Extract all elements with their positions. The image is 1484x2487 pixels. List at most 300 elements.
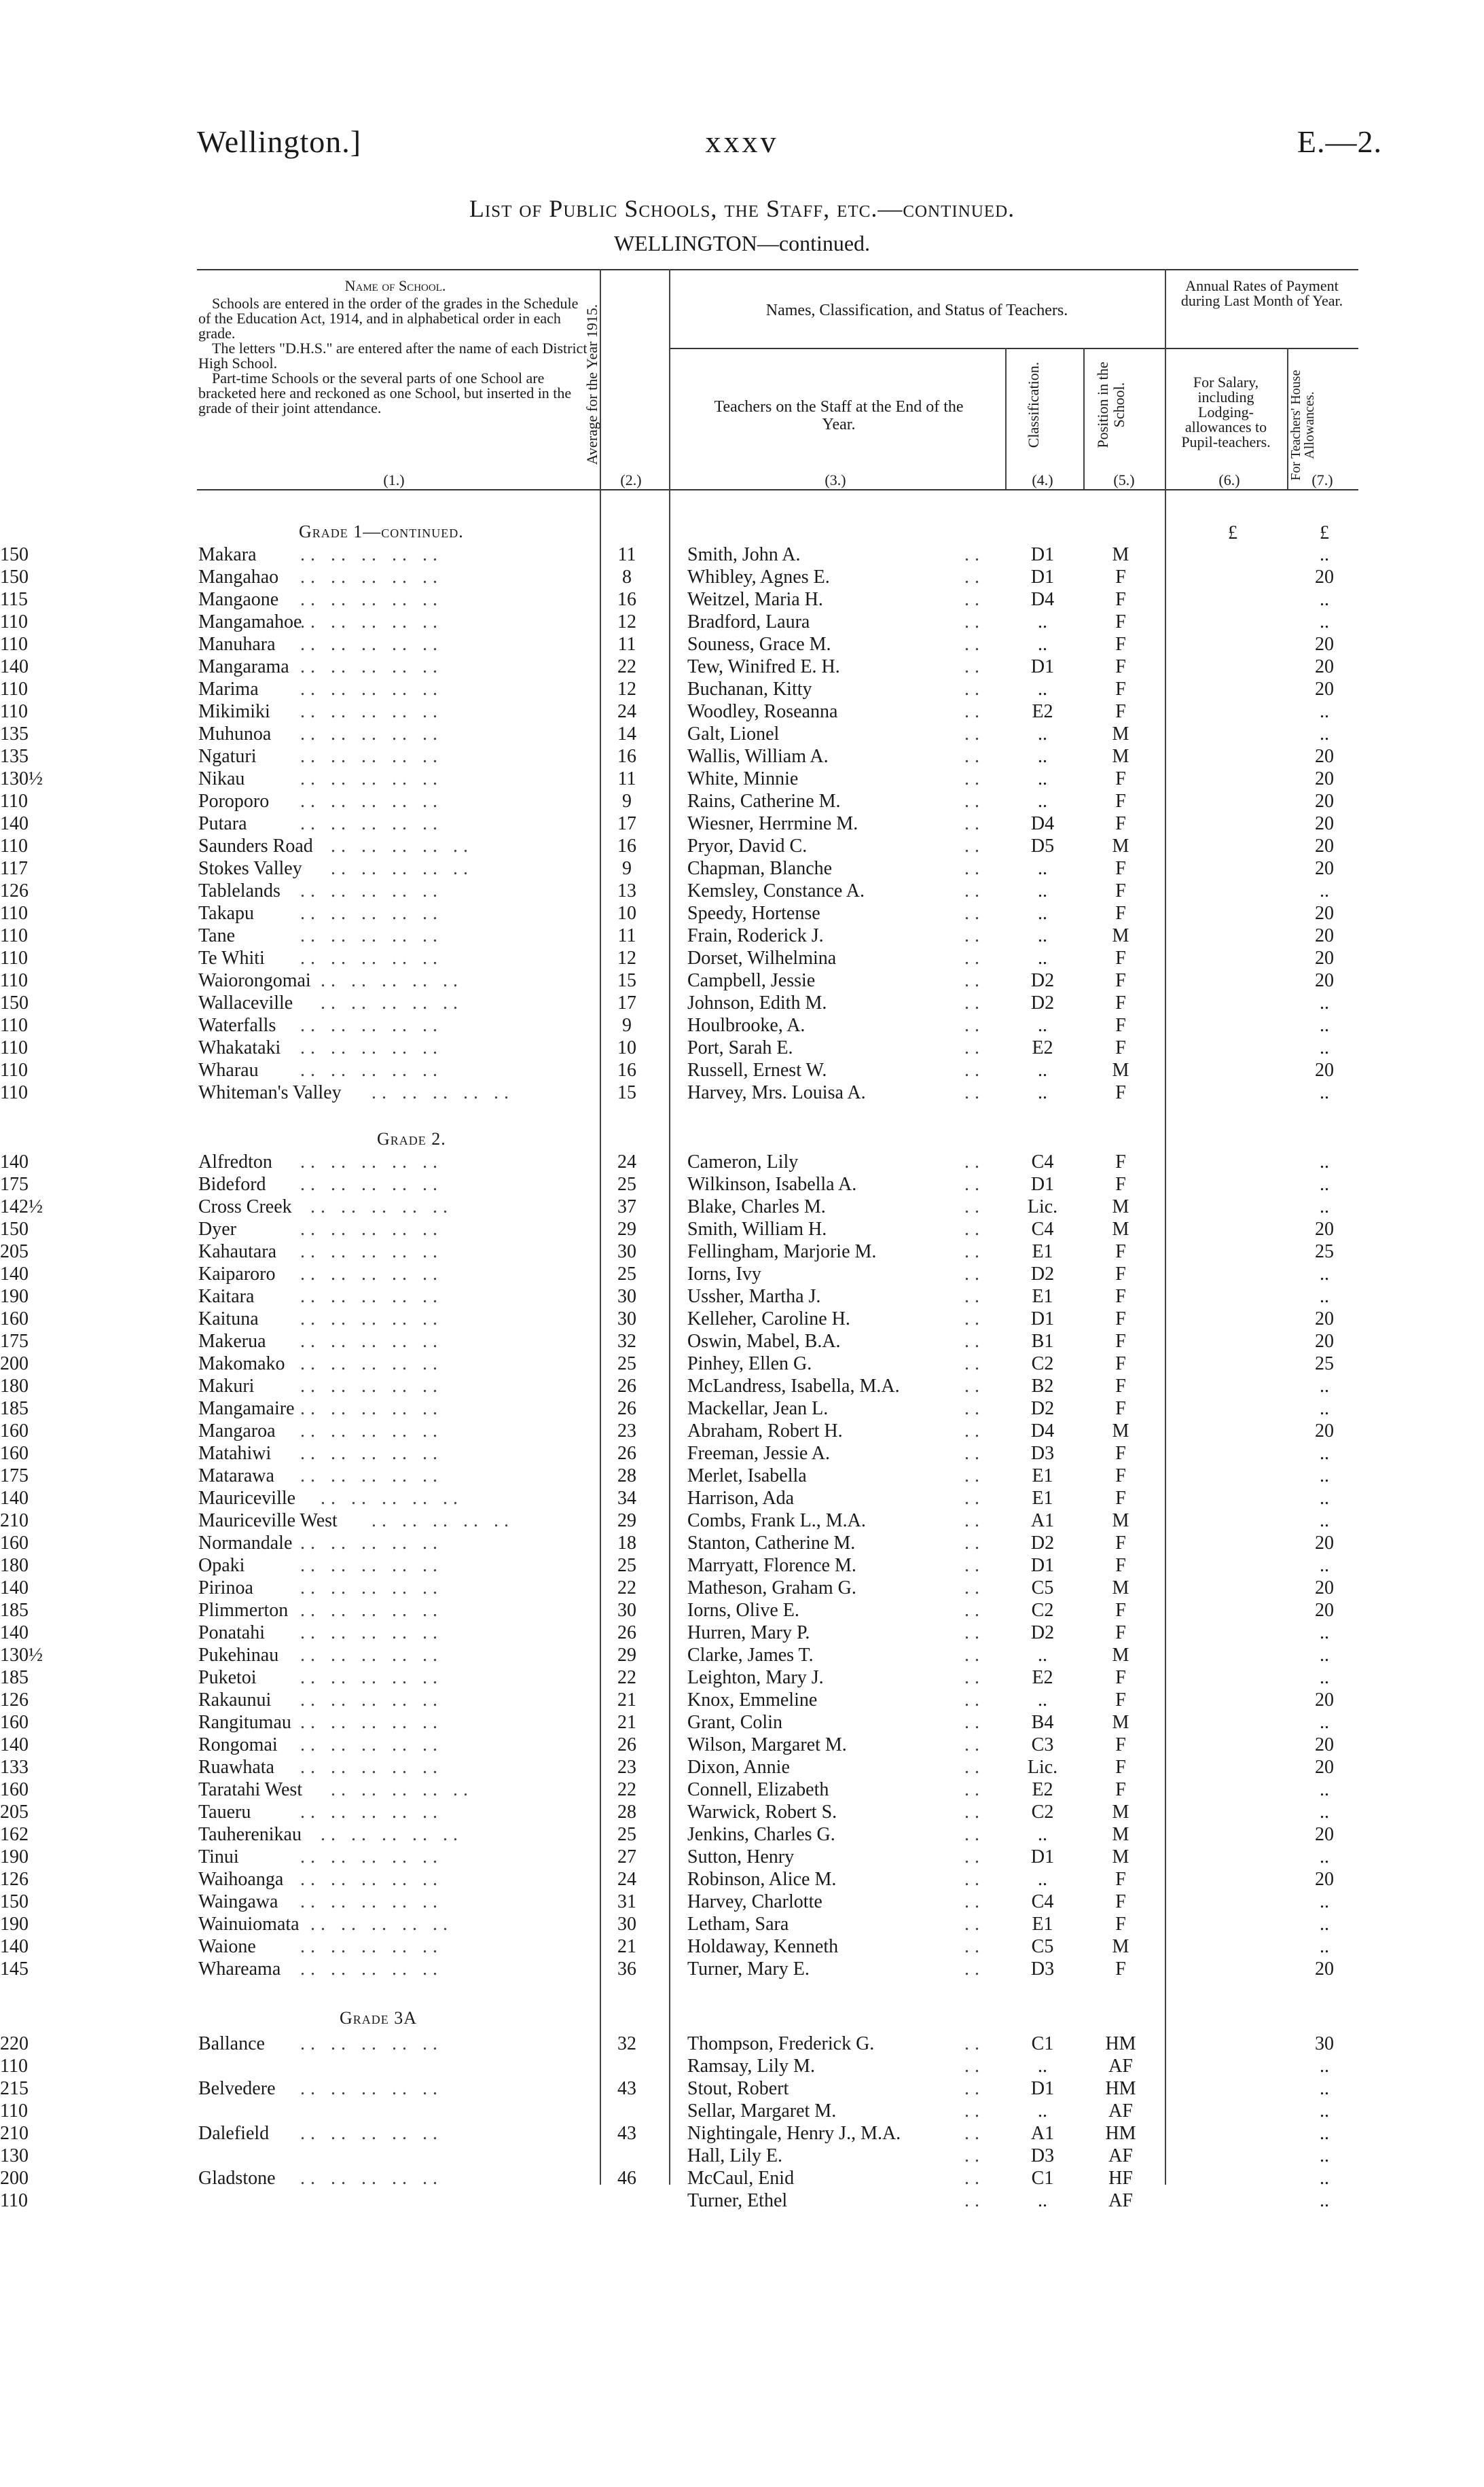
leader-dots: .. xyxy=(964,1914,985,1935)
leader-dots: .. xyxy=(964,1488,985,1509)
classification: C3 xyxy=(1031,1734,1054,1755)
school-name: Waione xyxy=(198,1936,256,1957)
teacher-name: Fellingham, Marjorie M. xyxy=(687,1241,877,1262)
position: M xyxy=(1112,1196,1129,1217)
average-attendance: 15 xyxy=(617,970,636,991)
position: M xyxy=(1112,1846,1129,1867)
position: F xyxy=(1115,1689,1126,1711)
teacher-name: Bradford, Laura xyxy=(687,611,810,632)
leader-dots: .. xyxy=(964,1622,985,1643)
leader-dots: .. xyxy=(964,2168,985,2189)
table-row xyxy=(0,1014,1484,1037)
leader-dots: .. .. .. .. .. xyxy=(300,1600,443,1621)
salary: 110 xyxy=(0,2056,28,2077)
classification: C4 xyxy=(1031,1151,1054,1173)
leader-dots: .. .. .. .. .. xyxy=(300,2168,443,2189)
classification: D2 xyxy=(1030,1264,1055,1285)
teacher-name: Letham, Sara xyxy=(687,1914,789,1935)
leader-dots: .. .. .. .. .. xyxy=(300,544,443,565)
leader-dots: .. xyxy=(964,1420,985,1442)
leader-dots: .. xyxy=(964,1779,985,1800)
salary: 145 xyxy=(0,1958,29,1980)
teacher-name: Warwick, Robert S. xyxy=(687,1802,837,1823)
leader-dots: .. xyxy=(964,1734,985,1755)
teacher-name: Weitzel, Maria H. xyxy=(687,589,823,610)
school-name: Poroporo xyxy=(198,791,270,812)
col4-heading: Classification. xyxy=(1025,361,1042,448)
table-row xyxy=(0,857,1484,880)
average-attendance: 18 xyxy=(617,1533,636,1554)
table-row xyxy=(0,611,1484,633)
house-allowance: 20 xyxy=(1315,1734,1334,1755)
house-allowance: 20 xyxy=(1315,1420,1334,1442)
classification: D1 xyxy=(1030,1308,1055,1329)
salary: 110 xyxy=(0,925,28,946)
school-name: Wharau xyxy=(198,1060,259,1081)
table-row xyxy=(0,1151,1484,1173)
house-allowance: 20 xyxy=(1315,1331,1334,1352)
position: F xyxy=(1115,1533,1126,1554)
school-name: Gladstone xyxy=(198,2168,276,2189)
position: F xyxy=(1115,1082,1126,1103)
table-row xyxy=(0,1509,1484,1532)
position: F xyxy=(1115,1443,1126,1464)
school-name: Nikau xyxy=(198,768,245,789)
classification: .. xyxy=(1038,880,1047,901)
salary: 126 xyxy=(0,880,29,901)
position: F xyxy=(1115,1331,1126,1352)
average-attendance: 26 xyxy=(617,1734,636,1755)
average-attendance: 16 xyxy=(617,1060,636,1081)
table-row xyxy=(0,1308,1484,1330)
average-attendance: 28 xyxy=(617,1802,636,1823)
table-row xyxy=(0,1599,1484,1622)
leader-dots: .. .. .. .. .. xyxy=(300,656,443,677)
teacher-name: Kemsley, Constance A. xyxy=(687,880,865,901)
leader-dots: .. .. .. .. .. xyxy=(300,1241,443,1262)
leader-dots: .. xyxy=(964,1151,985,1173)
leader-dots: .. .. .. .. .. xyxy=(300,1286,443,1307)
col3-number: (3.) xyxy=(825,471,846,488)
teacher-name: Souness, Grace M. xyxy=(687,634,831,655)
classification: .. xyxy=(1038,723,1047,745)
average-attendance: 17 xyxy=(617,992,636,1014)
average-attendance: 10 xyxy=(617,903,636,924)
leader-dots: .. xyxy=(964,1891,985,1912)
position: F xyxy=(1115,1037,1126,1058)
school-name: Wallaceville xyxy=(198,992,293,1014)
salary: 110 xyxy=(0,903,28,924)
classification: C4 xyxy=(1031,1891,1054,1912)
school-name: Makomako xyxy=(198,1353,285,1374)
salary: 215 xyxy=(0,2078,29,2099)
classification: C2 xyxy=(1031,1802,1054,1823)
names-group-heading: Names, Classification, and Status of Teachers. xyxy=(765,302,1068,319)
teacher-name: Buchanan, Kitty xyxy=(687,679,812,700)
position: M xyxy=(1112,746,1129,767)
school-name: Taratahi West xyxy=(198,1779,303,1800)
col6-number: (6.) xyxy=(1218,471,1240,488)
average-attendance: 24 xyxy=(617,701,636,722)
teacher-name: Chapman, Blanche xyxy=(687,858,833,879)
house-allowance: .. xyxy=(1320,1802,1329,1823)
classification: D1 xyxy=(1030,656,1055,677)
average-attendance: 12 xyxy=(617,948,636,969)
house-allowance: 20 xyxy=(1315,791,1334,812)
average-attendance: 30 xyxy=(617,1914,636,1935)
school-name: Makara xyxy=(198,544,257,565)
position: M xyxy=(1112,1936,1129,1957)
salary: 160 xyxy=(0,1420,29,1442)
table-row xyxy=(0,1196,1484,1218)
school-name: Cross Creek xyxy=(198,1196,292,1217)
classification: B1 xyxy=(1031,1331,1054,1352)
table-row xyxy=(0,1801,1484,1823)
classification: B4 xyxy=(1031,1712,1054,1733)
salary: 117 xyxy=(0,858,28,879)
house-allowance: 20 xyxy=(1315,813,1334,834)
teacher-name: Connell, Elizabeth xyxy=(687,1779,829,1800)
leader-dots: .. xyxy=(964,656,985,677)
house-allowance: 20 xyxy=(1315,1869,1334,1890)
teacher-name: Thompson, Frederick G. xyxy=(687,2033,875,2054)
average-attendance: 25 xyxy=(617,1555,636,1576)
teacher-name: Frain, Roderick J. xyxy=(687,925,824,946)
classification: D4 xyxy=(1030,1420,1055,1442)
house-allowance: .. xyxy=(1320,1082,1329,1103)
average-attendance: 8 xyxy=(622,567,632,588)
leader-dots: .. .. .. .. .. xyxy=(331,836,473,857)
salary: 130½ xyxy=(0,1645,43,1666)
leader-dots: .. xyxy=(964,1510,985,1531)
table-row xyxy=(0,1420,1484,1442)
classification: .. xyxy=(1038,1082,1047,1103)
table-row xyxy=(0,768,1484,790)
position: F xyxy=(1115,1600,1126,1621)
position: M xyxy=(1112,1712,1129,1733)
house-allowance: 20 xyxy=(1315,1689,1334,1711)
leader-dots: .. xyxy=(964,948,985,969)
table-row xyxy=(0,1846,1484,1868)
school-name: Manuhara xyxy=(198,634,276,655)
classification: .. xyxy=(1038,925,1047,946)
table-row xyxy=(0,1263,1484,1285)
teacher-name: Freeman, Jessie A. xyxy=(687,1443,830,1464)
table-row xyxy=(0,1081,1484,1104)
leader-dots: .. xyxy=(964,1015,985,1036)
school-name: Makerua xyxy=(198,1331,266,1352)
salary: 210 xyxy=(0,1510,29,1531)
salary: 185 xyxy=(0,1667,29,1688)
classification: .. xyxy=(1038,2056,1047,2077)
house-allowance: .. xyxy=(1320,1015,1329,1036)
house-allowance: .. xyxy=(1320,1443,1329,1464)
leader-dots: .. .. .. .. .. xyxy=(300,1846,443,1867)
leader-dots: .. xyxy=(964,768,985,789)
table-row xyxy=(0,1868,1484,1891)
teacher-name: Whibley, Agnes E. xyxy=(687,567,830,588)
average-attendance: 30 xyxy=(617,1241,636,1262)
leader-dots: .. .. .. .. .. xyxy=(300,1151,443,1173)
leader-dots: .. .. .. .. .. xyxy=(300,1398,443,1419)
leader-dots: .. .. .. .. .. xyxy=(300,1443,443,1464)
classification: .. xyxy=(1038,1869,1047,1890)
table-row xyxy=(0,1059,1484,1081)
grade-heading: Grade 2. xyxy=(377,1129,446,1149)
salary: 185 xyxy=(0,1600,29,1621)
position: F xyxy=(1115,1151,1126,1173)
classification: .. xyxy=(1038,1824,1047,1845)
salary: 185 xyxy=(0,1398,29,1419)
salary: 140 xyxy=(0,1577,29,1598)
average-attendance: 32 xyxy=(617,2033,636,2054)
classification: .. xyxy=(1038,679,1047,700)
house-allowance: 20 xyxy=(1315,679,1334,700)
school-name: Taueru xyxy=(198,1802,251,1823)
average-attendance: 31 xyxy=(617,1891,636,1912)
position: M xyxy=(1112,1219,1129,1240)
school-name: Mangahao xyxy=(198,567,279,588)
leader-dots: .. .. .. .. .. xyxy=(300,1174,443,1195)
leader-dots: .. xyxy=(964,1757,985,1778)
teacher-name: White, Minnie xyxy=(687,768,799,789)
position: F xyxy=(1115,701,1126,722)
house-allowance: .. xyxy=(1320,1465,1329,1486)
average-attendance: 22 xyxy=(617,656,636,677)
school-name: Kahautara xyxy=(198,1241,277,1262)
salary: 160 xyxy=(0,1308,29,1329)
teacher-name: Matheson, Graham G. xyxy=(687,1577,856,1598)
classification: Lic. xyxy=(1027,1757,1058,1778)
position: F xyxy=(1115,1869,1126,1890)
col1-heading xyxy=(198,279,592,416)
house-allowance: 20 xyxy=(1315,1219,1334,1240)
teacher-name: Dixon, Annie xyxy=(687,1757,790,1778)
position: F xyxy=(1115,1015,1126,1036)
classification: E1 xyxy=(1032,1241,1053,1262)
classification: C5 xyxy=(1031,1577,1054,1598)
teacher-name: Mackellar, Jean L. xyxy=(687,1398,829,1419)
table-row xyxy=(0,543,1484,566)
leader-dots: .. xyxy=(964,1869,985,1890)
salary: 133 xyxy=(0,1757,29,1778)
salary: 190 xyxy=(0,1286,29,1307)
table-row xyxy=(0,633,1484,656)
house-allowance: 20 xyxy=(1315,1060,1334,1081)
teacher-name: Smith, William H. xyxy=(687,1219,827,1240)
table-row xyxy=(0,1353,1484,1375)
teacher-name: Rains, Catherine M. xyxy=(687,791,841,812)
table-row xyxy=(0,1173,1484,1196)
classification: .. xyxy=(1038,791,1047,812)
leader-dots: .. xyxy=(964,1219,985,1240)
table-row xyxy=(0,2122,1484,2145)
position: F xyxy=(1115,1622,1126,1643)
salary: 190 xyxy=(0,1846,29,1867)
school-name: Ngaturi xyxy=(198,746,257,767)
school-name: Mauriceville xyxy=(198,1488,296,1509)
allowance-currency: £ xyxy=(1320,522,1329,543)
average-attendance: 12 xyxy=(617,611,636,632)
school-name: Belvedere xyxy=(198,2078,276,2099)
salary: 140 xyxy=(0,1264,29,1285)
col5-number: (5.) xyxy=(1113,471,1135,488)
leader-dots: .. xyxy=(964,611,985,632)
teacher-name: Robinson, Alice M. xyxy=(687,1869,837,1890)
salary: 110 xyxy=(0,1060,28,1081)
school-name: Waihoanga xyxy=(198,1869,284,1890)
position: F xyxy=(1115,1398,1126,1419)
table-row xyxy=(0,1622,1484,1644)
leader-dots: .. xyxy=(964,2145,985,2166)
position: F xyxy=(1115,1174,1126,1195)
position: F xyxy=(1115,992,1126,1014)
school-name: Takapu xyxy=(198,903,255,924)
table-top-rule xyxy=(197,269,1358,270)
salary: 140 xyxy=(0,813,29,834)
col1-note-1: Schools are entered in the order of the grades in the Schedule of the Education Act, 1914, and in alphabetical order in each grade. xyxy=(198,295,579,342)
position: AF xyxy=(1108,2100,1133,2122)
average-attendance: 11 xyxy=(617,768,636,789)
leader-dots: .. .. .. .. .. xyxy=(300,768,443,789)
col4-number: (4.) xyxy=(1032,471,1053,488)
school-name: Waiorongomai xyxy=(198,970,311,991)
school-name: Dalefield xyxy=(198,2123,270,2144)
teacher-name: Johnson, Edith M. xyxy=(687,992,827,1014)
salary: 140 xyxy=(0,1488,29,1509)
average-attendance: 25 xyxy=(617,1824,636,1845)
leader-dots: .. .. .. .. .. xyxy=(300,1420,443,1442)
leader-dots: .. .. .. .. .. xyxy=(331,858,473,879)
classification: C5 xyxy=(1031,1936,1054,1957)
school-name: Makuri xyxy=(198,1376,255,1397)
teacher-name: Knox, Emmeline xyxy=(687,1689,818,1711)
position: F xyxy=(1115,1376,1126,1397)
salary: 115 xyxy=(0,589,28,610)
salary: 140 xyxy=(0,1151,29,1173)
position: F xyxy=(1115,1241,1126,1262)
salary-currency: £ xyxy=(1228,522,1237,543)
average-attendance: 30 xyxy=(617,1600,636,1621)
average-attendance: 11 xyxy=(617,544,636,565)
salary: 110 xyxy=(0,679,28,700)
table-row xyxy=(0,1644,1484,1666)
position: F xyxy=(1115,1958,1126,1980)
leader-dots: .. xyxy=(964,1037,985,1058)
leader-dots: .. xyxy=(964,1331,985,1352)
salary: 150 xyxy=(0,567,29,588)
house-allowance: .. xyxy=(1320,1037,1329,1058)
grade-heading: Grade 3A xyxy=(340,2008,418,2028)
salary: 110 xyxy=(0,1082,28,1103)
col1-number: (1.) xyxy=(383,471,405,488)
position: F xyxy=(1115,1757,1126,1778)
position: M xyxy=(1112,1420,1129,1442)
house-allowance: 20 xyxy=(1315,858,1334,879)
average-attendance: 30 xyxy=(617,1286,636,1307)
house-allowance: .. xyxy=(1320,589,1329,610)
salary: 175 xyxy=(0,1331,29,1352)
salary: 162 xyxy=(0,1824,29,1845)
salary: 150 xyxy=(0,1891,29,1912)
school-name: Ballance xyxy=(198,2033,265,2054)
table-row xyxy=(0,1532,1484,1554)
classification: D1 xyxy=(1030,1555,1055,1576)
teacher-name: Merlet, Isabella xyxy=(687,1465,807,1486)
table-row xyxy=(0,925,1484,947)
position: M xyxy=(1112,1577,1129,1598)
position: F xyxy=(1115,1488,1126,1509)
house-allowance: 20 xyxy=(1315,768,1334,789)
school-name: Waterfalls xyxy=(198,1015,276,1036)
leader-dots: .. xyxy=(964,992,985,1014)
school-name: Mangarama xyxy=(198,656,289,677)
leader-dots: .. xyxy=(964,544,985,565)
school-name: Kaiparoro xyxy=(198,1264,276,1285)
leader-dots: .. xyxy=(964,1533,985,1554)
teacher-name: Wilkinson, Isabella A. xyxy=(687,1174,857,1195)
position: F xyxy=(1115,791,1126,812)
table-row xyxy=(0,1958,1484,1980)
table-row xyxy=(0,1442,1484,1465)
salary: 220 xyxy=(0,2033,29,2054)
salary: 110 xyxy=(0,2190,28,2211)
leader-dots: .. .. .. .. .. xyxy=(300,948,443,969)
average-attendance: 15 xyxy=(617,1082,636,1103)
classification: D2 xyxy=(1030,1622,1055,1643)
table-row xyxy=(0,2055,1484,2077)
table-row xyxy=(0,566,1484,588)
house-allowance: .. xyxy=(1320,1645,1329,1666)
school-name: Kaitara xyxy=(198,1286,255,1307)
position: M xyxy=(1112,836,1129,857)
house-allowance: .. xyxy=(1320,701,1329,722)
salary: 126 xyxy=(0,1689,29,1711)
salary: 160 xyxy=(0,1712,29,1733)
leader-dots: .. xyxy=(964,1174,985,1195)
house-allowance: .. xyxy=(1320,1891,1329,1912)
leader-dots: .. xyxy=(964,1082,985,1103)
classification: .. xyxy=(1038,1015,1047,1036)
position: AF xyxy=(1108,2145,1133,2166)
col-rule-4 xyxy=(1083,348,1085,489)
table-row xyxy=(0,969,1484,992)
table-row xyxy=(0,1778,1484,1801)
house-allowance: 20 xyxy=(1315,903,1334,924)
salary: 110 xyxy=(0,1015,28,1036)
page-subtitle: WELLINGTON—continued. xyxy=(613,231,871,255)
salary: 140 xyxy=(0,1936,29,1957)
leader-dots: .. xyxy=(964,1308,985,1329)
salary: 140 xyxy=(0,1734,29,1755)
position: F xyxy=(1115,1555,1126,1576)
salary: 150 xyxy=(0,992,29,1014)
teacher-name: Abraham, Robert H. xyxy=(687,1420,843,1442)
position: F xyxy=(1115,656,1126,677)
table-row xyxy=(0,835,1484,857)
school-name: Mangamaire xyxy=(198,1398,295,1419)
average-attendance: 25 xyxy=(617,1353,636,1374)
header-left: Wellington.] xyxy=(197,124,362,159)
leader-dots: .. .. .. .. .. xyxy=(300,701,443,722)
salary: 110 xyxy=(0,791,28,812)
position: F xyxy=(1115,858,1126,879)
classification: D1 xyxy=(1030,1174,1055,1195)
leader-dots: .. xyxy=(964,1060,985,1081)
teacher-name: Hurren, Mary P. xyxy=(687,1622,810,1643)
leader-dots: .. .. .. .. .. xyxy=(300,1577,443,1598)
leader-dots: .. .. .. .. .. xyxy=(300,1936,443,1957)
